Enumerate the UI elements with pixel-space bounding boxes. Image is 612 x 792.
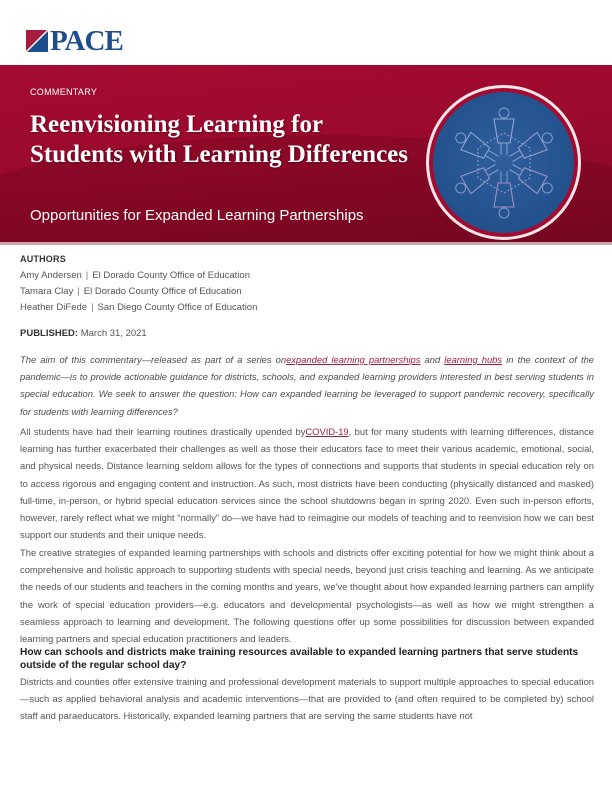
authors-heading: AUTHORS [20, 254, 66, 264]
body-paragraph [20, 423, 594, 543]
authors-section [20, 254, 257, 316]
author-entry [20, 268, 257, 284]
link-expanded-learning-partnerships[interactable]: expanded learning partnerships [286, 354, 421, 365]
intro-paragraph [20, 351, 594, 420]
author-name: Amy Andersen [20, 270, 82, 281]
logo-text: PACE [50, 25, 123, 57]
published-value: March 31, 2021 [80, 328, 147, 339]
published-label: PUBLISHED: [20, 328, 79, 339]
link-learning-hubs[interactable]: learning hubs [444, 354, 503, 365]
banner-bottom-border [0, 242, 612, 245]
paragraph-text: All students have had their learning routines drastically upended by [20, 426, 306, 437]
author-org: El Dorado County Office of Education [92, 270, 250, 281]
body-paragraph: The creative strategies of expanded learning partnerships with schools and districts offer exciting potential for how we might think about a comprehensive and holistic approach to supporting students with special needs, beyond just crisis teaching and learning. As we anticipate the needs of our students and teachers in the coming months and years, we’ve thought about how expanded learning partners can amplify the work of special education providers—e.g. educators and developmental psychologists—as well as how we might strengthen a seamless approach to learning and development. The following questions offer up some possibilities for discussion between expanded learning partners and special education practitioners and leaders. [20, 547, 594, 645]
link-covid-19[interactable]: COVID-19 [305, 426, 349, 437]
people-circle-illustration-icon [433, 92, 574, 233]
author-name: Tamara Clay [20, 286, 74, 297]
hero-image-frame [426, 85, 581, 240]
intro-text: The aim of this commentary—released as part of a series on [20, 354, 287, 365]
paragraph-text: , but for many students with learning differences, distance learning has further exacerbated their challenges as well as those their educators face to meet their various academic, emotional, social, and physical needs. Distance learning seldom allows for the types of connections and supports that students in special education rely on to access rigorous and engaging content and instruction. As such, most districts have been conducting (physically distanced and masked) full-time, in-person, or hybrid special education services since the school shutdowns began in spring 2020. Even such in-person efforts, however, rarely reflect what we might “normally” do—we have had to reimagine our models of teaching and to reenvision how we can best support our students and their unique needs. [20, 426, 594, 541]
pace-logo [26, 25, 123, 57]
author-entry [20, 284, 257, 300]
author-name: Heather DiFede [20, 302, 88, 313]
page-title: Reenvisioning Learning for Students with Learning Differences [30, 111, 409, 168]
section-heading: How can schools and districts make training resources available to expanded learning partners that serve students outside of the regular school day? [20, 647, 579, 671]
author-separator: | [77, 286, 80, 297]
page-subtitle: Opportunities for Expanded Learning Partnerships [30, 207, 364, 224]
kicker-label: COMMENTARY [30, 87, 98, 97]
author-org: El Dorado County Office of Education [83, 286, 242, 297]
body-paragraph: Districts and counties offer extensive training and professional development materials to support multiple approaches to special education—such as applied behavioral analysis and academic interventions—that are provided to (and often required to be completed by) school staff and paraeducators. Historically, expanded learning partners that are serving the same students have not [20, 676, 594, 722]
author-entry [20, 300, 257, 316]
intro-text: in the context of the pandemic—is to provide actionable guidance for districts, schools, and expanded learning providers interested in best serving students in special education. We seek to answer the question: How can expanded learning be leveraged to support pandemic recovery, specifically for students with learning differences? [20, 354, 595, 417]
published-date [20, 328, 147, 339]
author-separator: | [91, 302, 94, 313]
author-org: San Diego County Office of Education [97, 302, 258, 313]
intro-text: and [420, 354, 445, 365]
author-separator: | [85, 270, 89, 281]
pace-logo-mark-icon [26, 30, 48, 52]
